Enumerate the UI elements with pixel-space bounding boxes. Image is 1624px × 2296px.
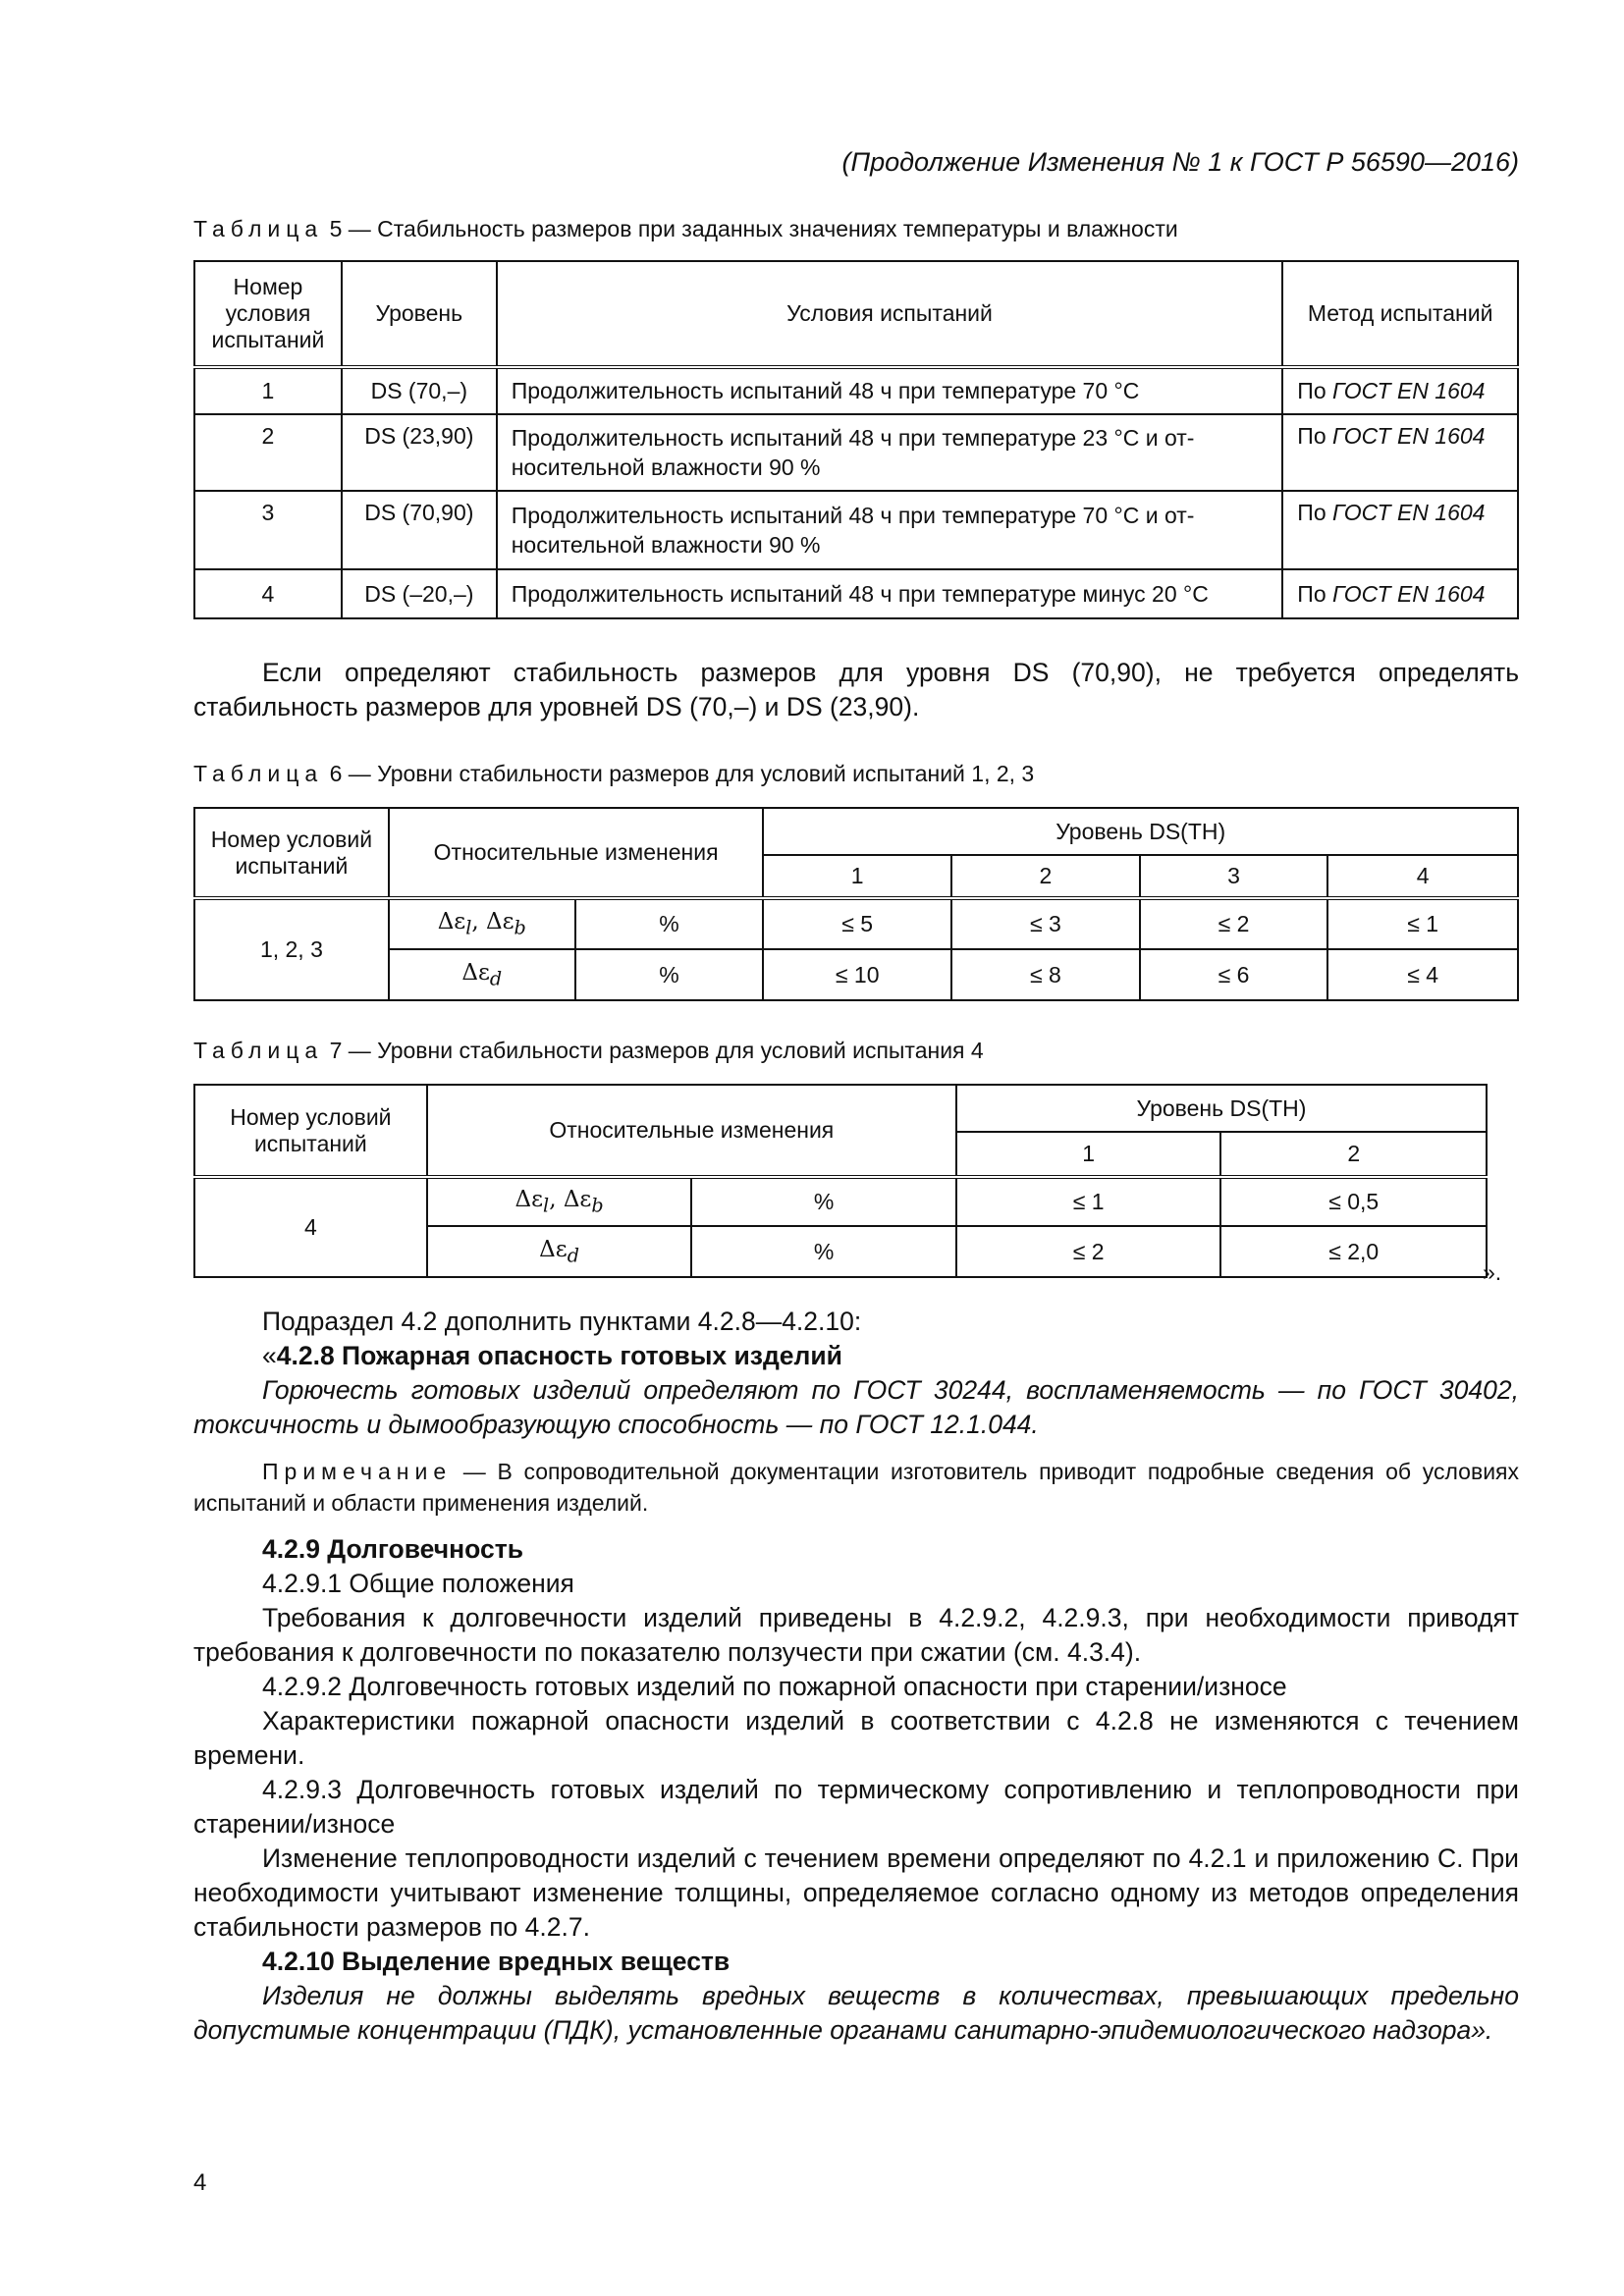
paragraph-4-2-9-2-body: Характеристики пожарной опасности изделий в соответствии с 4.2.8 не изменяются с течением времени. [193,1706,1519,1770]
table7-cell-unit: % [691,1226,956,1277]
table6-header-level: Уровень DS(TH) [763,808,1518,855]
table6-level-2: 2 [951,855,1140,898]
paragraph-4-2-10: Изделия не должны выделять вредных веществ в количествах, превышающих предельно допустимые концентрации (ПДК), установленные органами санитарно-эпидемиологического надзора». [193,1981,1519,2045]
table5 [193,260,1519,619]
table6-cell-symbol: $\Delta\varepsilon_d$ [389,949,575,1000]
table6-cell-unit: % [575,898,764,949]
table5-cell-level: DS (70,90) [342,491,497,569]
table5-cell-level: DS (23,90) [342,414,497,491]
table5-cell-level: DS (–20,–) [342,569,497,618]
table6-caption-text: 6 — Уровни стабильности размеров для условий испытаний 1, 2, 3 [323,761,1035,786]
table6-cell-symbol: $\Delta\varepsilon_l$, $\Delta\varepsilon_b$ [389,898,575,949]
table5-caption-prefix: Таблица [193,216,324,241]
table6-cell-value: ≤ 1 [1327,898,1518,949]
table5-cell-num: 4 [194,569,342,618]
table5-cell-method: По ГОСТ EN 1604 [1282,367,1518,414]
table6-cell-value: ≤ 2 [1140,898,1328,949]
paragraph-4-2-9-3-body: Изменение теплопроводности изделий с течением времени определяют по 4.2.1 и приложению С. При необходимости учитывают изменение толщины, определяемое согласно одному из методов определения стабильности размеров по 4.2.7. [193,1843,1519,1942]
table6 [193,807,1519,1001]
table5-header-row [194,261,1518,367]
table7-cell-symbol: $\Delta\varepsilon_l$, $\Delta\varepsilon_b$ [427,1177,692,1226]
table7-header-num: Номер условий испытаний [194,1085,427,1177]
table7-cell-value: ≤ 2,0 [1220,1226,1487,1277]
table6-cell-value: ≤ 3 [951,898,1140,949]
table7-caption-text: 7 — Уровни стабильности размеров для условий испытания 4 [323,1038,984,1063]
table6-header-num: Номер условий испытаний [194,808,389,898]
table5-cell-num: 3 [194,491,342,569]
table7-cell-value: ≤ 2 [956,1226,1221,1277]
table7-header-row [194,1085,1487,1132]
table-row [194,1177,1487,1226]
paragraph-ds-note: Если определяют стабильность размеров для уровня DS (70,90), не требуется определять стабильность размеров для уровней DS (70,–) и DS (23,90). [193,658,1519,721]
table-row [194,569,1518,618]
table6-cell-value: ≤ 5 [763,898,951,949]
table6-cell-value: ≤ 6 [1140,949,1328,1000]
table5-header-method: Метод испытаний [1282,261,1518,367]
table7-level-1: 1 [956,1132,1221,1177]
table7-level-2: 2 [1220,1132,1487,1177]
table5-header-level: Уровень [342,261,497,367]
table-row [194,367,1518,414]
page-header: (Продолжение Изменения № 1 к ГОСТ Р 56590—2016) [841,147,1519,177]
table5-cell-conditions: Продолжительность испытаний 48 ч при температуре 23 °С и от- носительной влажности 90 % [497,414,1283,491]
table5-caption-text: 5 — Стабильность размеров при заданных значениях температуры и влажности [323,216,1178,241]
table5-cell-conditions: Продолжительность испытаний 48 ч при температуре минус 20 °С [497,569,1283,618]
table5-cell-level: DS (70,–) [342,367,497,414]
paragraph-subsection-4-2: Подраздел 4.2 дополнить пунктами 4.2.8—4.2.10: [262,1307,862,1336]
table5-cell-num: 2 [194,414,342,491]
table5-header-conditions: Условия испытаний [497,261,1283,367]
paragraph-4-2-9-2: 4.2.9.2 Долговечность готовых изделий по пожарной опасности при старении/износе [262,1672,1287,1701]
table5-cell-method: По ГОСТ EN 1604 [1282,569,1518,618]
heading-4-2-10: 4.2.10 Выделение вредных веществ [262,1947,731,1976]
table-row [194,898,1518,949]
table7-header-relative: Относительные изменения [427,1085,956,1177]
table6-cell-unit: % [575,949,764,1000]
table-row [194,414,1518,491]
table7-cell-unit: % [691,1177,956,1226]
table7-cell-cond: 4 [194,1177,427,1277]
table5-cell-method: По ГОСТ EN 1604 [1282,491,1518,569]
table6-caption-prefix: Таблица [193,761,324,786]
table5-caption [193,216,1178,242]
table7-header-level: Уровень DS(TH) [956,1085,1487,1132]
table7-caption-prefix: Таблица [193,1038,324,1063]
table6-header-relative: Относительные изменения [389,808,764,898]
table-row [194,491,1518,569]
table6-cell-value: ≤ 8 [951,949,1140,1000]
table7 [193,1084,1488,1278]
table5-cell-conditions: Продолжительность испытаний 48 ч при температуре 70 °С и от- носительной влажности 90 % [497,491,1283,569]
table6-caption [193,761,1034,787]
table6-cell-cond: 1, 2, 3 [194,898,389,1000]
note-4-2-8: Примечание — В сопроводительной документации изготовитель приводит подробные сведения об условиях испытаний и области применения изделий. [193,1459,1519,1516]
table7-closing-quote: ». [1483,1259,1502,1285]
paragraph-4-2-9-3: 4.2.9.3 Долговечность готовых изделий по термическому сопротивлению и теплопроводности при старении/износе [193,1775,1519,1839]
heading-4-2-8: «4.2.8 Пожарная опасность готовых изделий [262,1341,842,1370]
paragraph-4-2-9-1-body: Требования к долговечности изделий приведены в 4.2.9.2, 4.2.9.3, при необходимости приводят требования к долговечности по показателю ползучести при сжатии (см. 4.3.4). [193,1603,1519,1667]
table5-cell-num: 1 [194,367,342,414]
table5-cell-method: По ГОСТ EN 1604 [1282,414,1518,491]
paragraph-4-2-8: Горючесть готовых изделий определяют по ГОСТ 30244, воспламеняемость — по ГОСТ 30402, токсичность и дымообразующую способность — по ГОСТ 12.1.044. [193,1375,1519,1439]
page-number: 4 [193,2169,207,2196]
table6-cell-value: ≤ 4 [1327,949,1518,1000]
table6-cell-value: ≤ 10 [763,949,951,1000]
table7-caption [193,1038,984,1064]
document-page [193,0,1519,2296]
table6-level-3: 3 [1140,855,1328,898]
heading-4-2-9: 4.2.9 Долговечность [262,1534,523,1564]
table7-cell-symbol: $\Delta\varepsilon_d$ [427,1226,692,1277]
table-row [194,949,1518,1000]
table7-cell-value: ≤ 0,5 [1220,1177,1487,1226]
table6-level-1: 1 [763,855,951,898]
table6-level-4: 4 [1327,855,1518,898]
table7-cell-value: ≤ 1 [956,1177,1221,1226]
paragraph-4-2-9-1: 4.2.9.1 Общие положения [262,1569,574,1598]
table5-cell-conditions: Продолжительность испытаний 48 ч при температуре 70 °С [497,367,1283,414]
table5-header-num: Номер условия испытаний [194,261,342,367]
table6-header-row [194,808,1518,855]
